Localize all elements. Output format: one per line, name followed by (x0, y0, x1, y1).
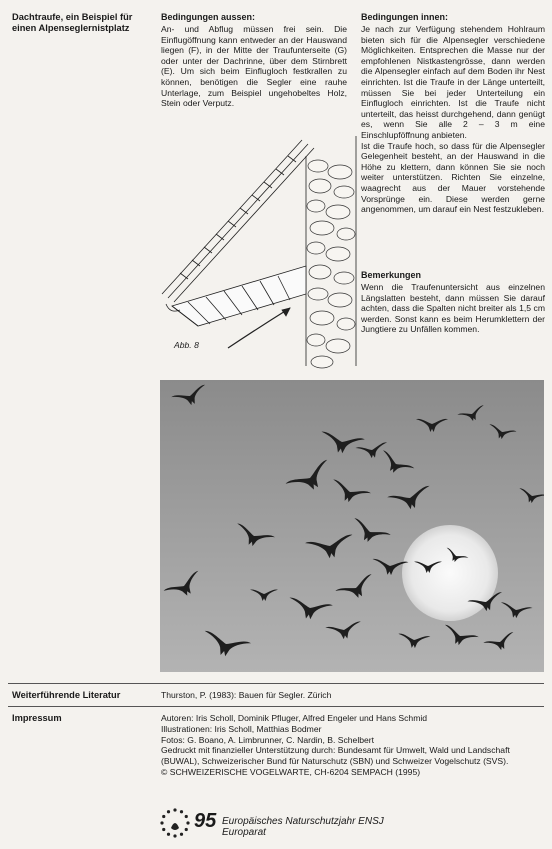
impressum-label: Impressum (12, 713, 62, 723)
impressum-line: Illustrationen: Iris Scholl, Matthias Bodmer (161, 723, 322, 734)
star-icon (162, 828, 165, 831)
star-icon (162, 815, 165, 818)
aussen-heading: Bedingungen aussen: (161, 12, 256, 22)
star-icon (167, 810, 170, 813)
impressum-line: © SCHWEIZERISCHE VOGELWARTE, CH-6204 SEMPACH (1995) (161, 766, 421, 777)
footer-number: 95 (194, 810, 217, 832)
eaves-drawing (158, 126, 358, 376)
footer-logo (158, 806, 418, 840)
innen-paragraph: Ist die Traufe hoch, so dass für die Alpensegler Gelegenheit besteht, an der Hauswand in die Höhe zu klettern, dann können Sie sie noch weiter unterstützen. Richten Sie einzelne, waagrecht aus der Mauer vorstehende Vorsprünge ein. Diese werden gerne angenommen, um darauf ein Nest festzukleben. (361, 140, 545, 215)
impressum-block (161, 713, 545, 778)
literatur-text: Thurston, P. (1983): Bauen für Segler. Zürich (161, 690, 332, 700)
star-icon (173, 808, 176, 811)
innen-paragraph: Je nach zur Verfügung stehendem Hohlraum bieten sich für die Alpensegler verschiedene Möglichkeiten. Entsprechen die Masse nur der empfohlenen Nistkastengrösse, dann werden die Alpensegler einfach auf dem Boden ihr Nest einrichten. Ist die Traufe in der Länge unterteilt, müssen Sie bei jeder Unterteilung ein Einflugloch einrichten. Ist die Traufe nicht unterteilt, das heisst durchgehend, dann genügt es, wenn Sie alle 2 – 3 m eine Einschlupföffnung anbieten. (361, 24, 545, 140)
photo-drawing (160, 380, 544, 672)
figure-caption: Abb. 8 (174, 340, 199, 350)
divider (8, 706, 544, 707)
innen-heading: Bedingungen innen: (361, 12, 448, 22)
footer-text: Europäisches Naturschutzjahr ENSJ Europarat (222, 816, 384, 838)
impressum-line: Gedruckt mit finanzieller Unterstützung durch: Bundesamt für Umwelt, Wald und Landschaft (BUWAL), Schweizerischer Bund für Naturschutz (SBN) und Schweizer Vogelschutz (SVS). (161, 745, 510, 767)
impressum-line: Fotos: G. Boano, A. Limbrunner, C. Nardin, B. Schelbert (161, 734, 375, 745)
swifts-moon-photo (160, 380, 544, 672)
european-stars-icon (158, 806, 192, 840)
star-icon (180, 810, 183, 813)
star-icon (186, 821, 189, 824)
divider (8, 683, 544, 684)
impressum-line: Autoren: Iris Scholl, Dominik Pfluger, Alfred Engeler und Hans Schmid (161, 713, 428, 723)
bemerkungen-text: Wenn die Traufenuntersicht aus einzelnen Längslatten besteht, dann müssen Sie darauf achten, dass die Spalten nicht breiter als 1,5 cm werden. Sonst kann es beim Herumklettern der Jungtiere zu Unfällen kommen. (361, 282, 545, 335)
section-bemerkungen (361, 270, 545, 335)
star-icon (160, 821, 163, 824)
eaves-illustration (158, 126, 358, 376)
literatur-label: Weiterführende Literatur (12, 690, 121, 700)
star-icon (173, 834, 176, 837)
page-title: Dachtraufe, ein Beispiel für einen Alpenseglernistplatz (12, 12, 133, 33)
bemerkungen-heading: Bemerkungen (361, 270, 422, 280)
section-innen (361, 12, 545, 215)
star-icon (180, 833, 183, 836)
star-icon (185, 815, 188, 818)
aussen-text: An- und Abflug müssen frei sein. Die Einflugöffnung kann entweder an der Hauswand liegen (F), in der Mitte der Traufunterseite (G) oder unter der Dachrinne, über dem Stirnbrett (E). Um sich beim Einflugloch festkrallen zu können, benötigen die Segler eine rauhe Unterlage, zum Beispiel ungehobeltes Holz, Stein oder Verputz. (161, 24, 347, 109)
star-icon (185, 828, 188, 831)
section-aussen (161, 12, 347, 109)
star-icon (167, 833, 170, 836)
